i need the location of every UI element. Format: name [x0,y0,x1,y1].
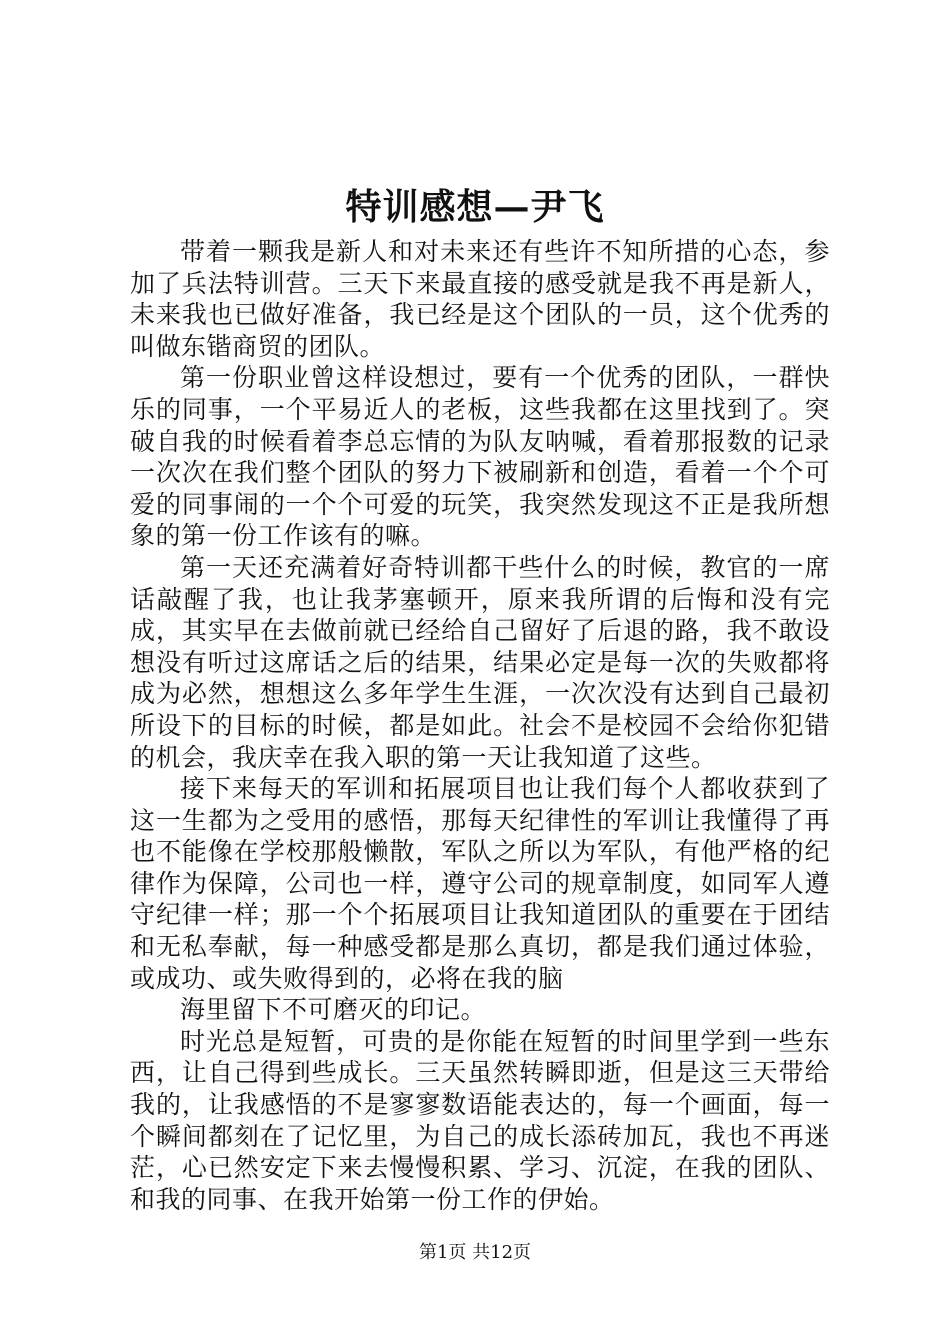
document-title: 特训感想—尹飞 [345,186,605,228]
paragraph-1: 带着一颗我是新人和对未来还有些许不知所措的心态，参加了兵法特训营。三天下来最直接的感受就是我不再是新人，未来我也已做好准备，我已经是这个团队的一员，这个优秀的叫做东锴商贸的团队。 [130,237,830,361]
page-number-footer: 第1页 共12页 [418,1242,532,1263]
paragraph-4: 接下来每天的军训和拓展项目也让我们每个人都收获到了这一生都为之受用的感悟，那每天纪律性的军训让我懂得了再也不能像在学校那般懒散，军队之所以为军队，有他严格的纪律作为保障，公司也一样，遵守公司的规章制度，如同军人遵守纪律一样；那一个个拓展项目让我知道团队的重要在于团结和无私奉献，每一种感受都是那么真切，都是我们通过体验，或成功、或失败得到的，必将在我的脑 [130,774,830,993]
document-body [130,236,830,1215]
paragraph-2: 第一份职业曾这样设想过，要有一个优秀的团队，一群快乐的同事，一个平易近人的老板，这些我都在这里找到了。突破自我的时候看着李总忘情的为队友呐喊，看着那报数的记录一次次在我们整个团队的努力下被刷新和创造，看着一个个可爱的同事闹的一个个可爱的玩笑，我突然发现这不正是我所想象的第一份工作该有的嘛。 [130,363,830,551]
paragraph-5: 海里留下不可磨灭的印记。 [180,995,487,1025]
paragraph-3: 第一天还充满着好奇特训都干些什么的时候，教官的一席话敲醒了我，也让我茅塞顿开，原来我所谓的后悔和没有完成，其实早在去做前就已经给自己留好了后退的路，我不敢设想没有听过这席话之后的结果，结果必定是每一次的失败都将成为必然，想想这么多年学生生涯，一次次没有达到自己最初所设下的目标的时候，都是如此。社会不是校园不会给你犯错的机会，我庆幸在我入职的第一天让我知道了这些。 [130,552,830,772]
paragraph-6: 时光总是短暂，可贵的是你能在短暂的时间里学到一些东西，让自己得到些成长。三天虽然转瞬即逝，但是这三天带给我的，让我感悟的不是寥寥数语能表达的，每一个画面，每一个瞬间都刻在了记忆里，为自己的成长添砖加瓦，我也不再迷茫，心已然安定下来去慢慢积累、学习、沉淀，在我的团队、和我的同事、在我开始第一份工作的伊始。 [130,1026,830,1214]
